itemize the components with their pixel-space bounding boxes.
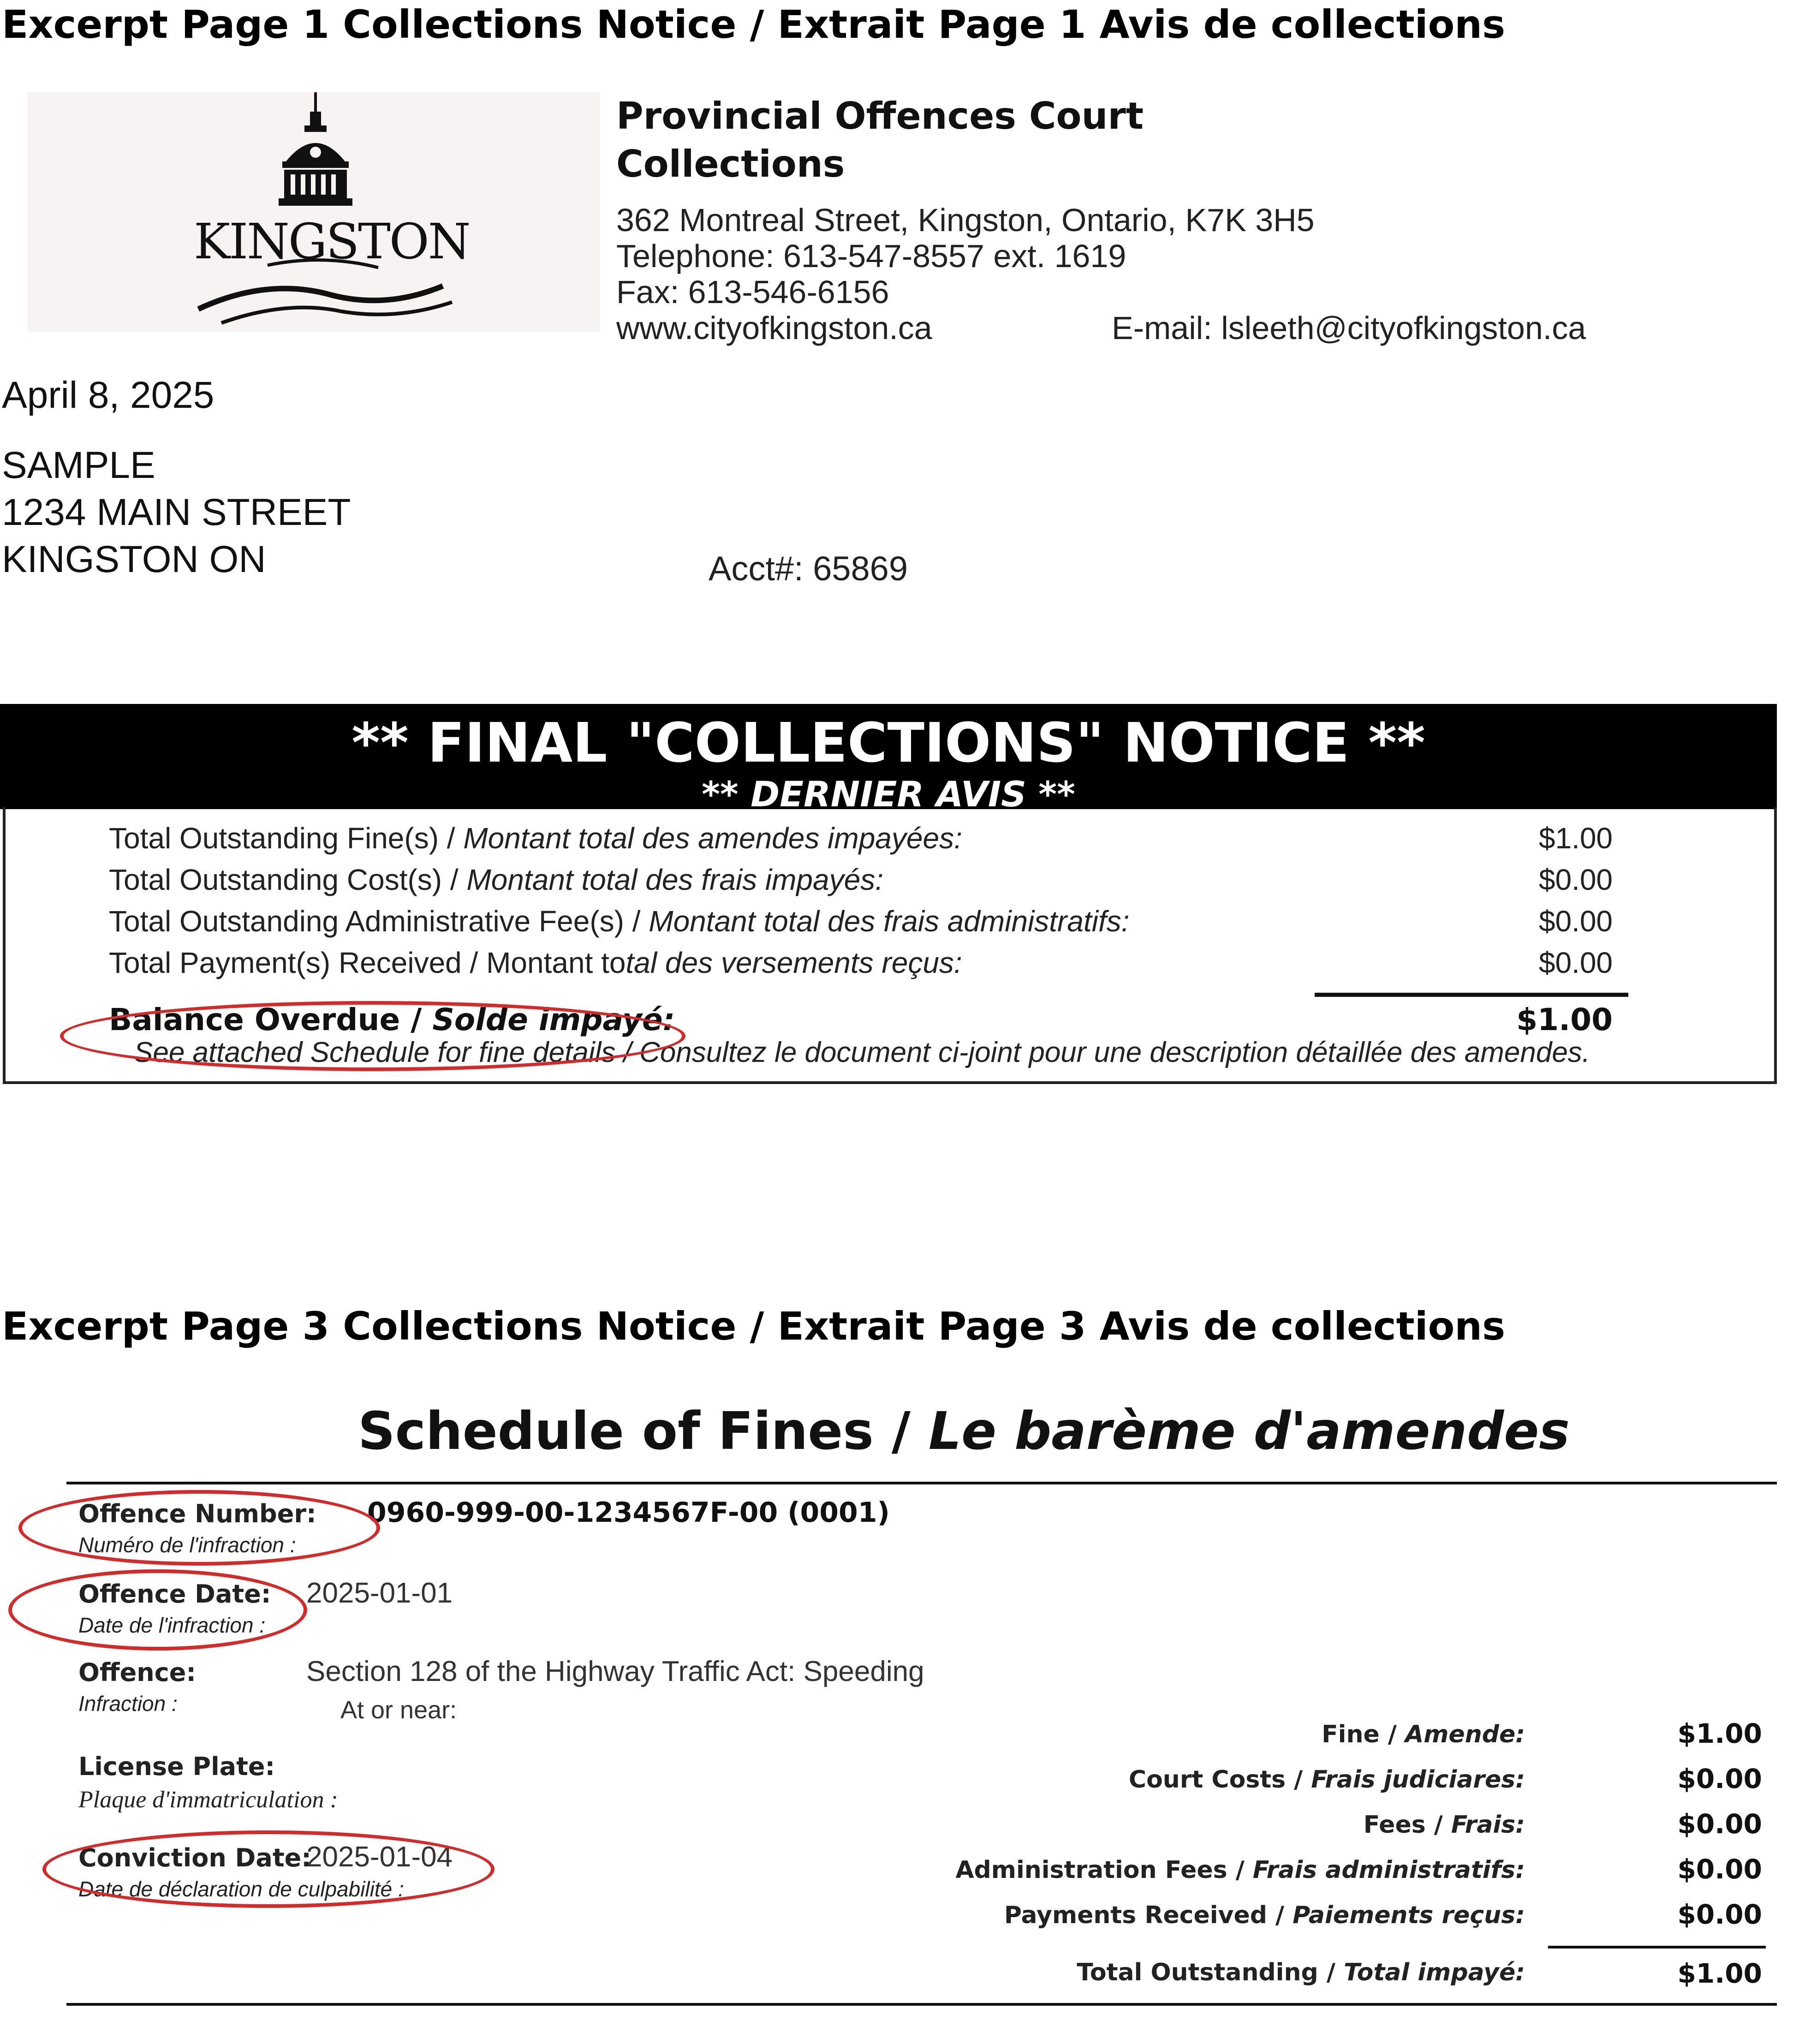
license-plate-label: License Plate: xyxy=(78,1752,275,1781)
notice-row-label: Total Outstanding Cost(s) / Montant total des frais impayés: xyxy=(109,863,883,896)
offence-number-label-fr: Numéro de l'infraction : xyxy=(78,1533,296,1557)
logo-wordmark: KINGSTON xyxy=(194,213,470,270)
recipient-name: SAMPLE xyxy=(2,444,155,486)
banner-title: ** FINAL "COLLECTIONS" NOTICE ** xyxy=(351,711,1425,775)
schedule-title: Schedule of Fines / Le barème d'amendes xyxy=(358,1401,1570,1461)
notice-row-amount: $1.00 xyxy=(1538,822,1613,855)
notice-row-label: Total Outstanding Administrative Fee(s) / Montant total des frais administratifs: xyxy=(109,905,1130,938)
offence-number-value: 0960-999-00-1234567F-00 (0001) xyxy=(367,1496,890,1529)
excerpt-3-heading: Excerpt Page 3 Collections Notice / Extrait Page 3 Avis de collections xyxy=(2,1304,1506,1349)
fee-row-amount: $0.00 xyxy=(1677,1763,1762,1794)
recipient-city: KINGSTON ON xyxy=(2,538,266,580)
highlight-oval-conviction-date xyxy=(42,1830,494,1908)
court-name xyxy=(616,92,1144,188)
court-website[interactable]: www.cityofkingston.ca xyxy=(616,310,932,346)
court-fax: Fax: 613-546-6156 xyxy=(616,274,889,310)
total-outstanding-label: Total Outstanding / Total impayé: xyxy=(1077,1959,1525,1986)
notice-row-amount: $0.00 xyxy=(1538,946,1613,979)
final-notice-banner xyxy=(0,704,1777,815)
conviction-date-value: 2025-01-04 xyxy=(306,1841,453,1873)
notice-date: April 8, 2025 xyxy=(2,374,214,416)
sum-rule xyxy=(1315,993,1628,997)
notice-row-label: Total Outstanding Fine(s) / Montant total des amendes impayées: xyxy=(109,822,962,855)
fee-row-label: Payments Received / Paiements reçus: xyxy=(1004,1901,1525,1929)
fee-row-amount: $0.00 xyxy=(1677,1899,1762,1930)
kingston-logo xyxy=(28,92,600,332)
notice-row-amount: $0.00 xyxy=(1538,863,1613,896)
highlight-oval-offence-number xyxy=(18,1490,380,1566)
offence-label-fr: Infraction : xyxy=(78,1692,178,1716)
banner-subtitle: ** DERNIER AVIS ** xyxy=(702,774,1075,815)
conviction-date-label-fr: Date de déclaration de culpabilité : xyxy=(78,1877,404,1901)
court-email[interactable]: E-mail: lsleeth@cityofkingston.ca xyxy=(1112,310,1586,346)
fee-row-label: Fine / Amende: xyxy=(1322,1721,1525,1748)
schedule-bottom-rule xyxy=(66,2003,1777,2006)
fee-row-amount: $1.00 xyxy=(1677,1718,1762,1749)
total-outstanding-amount: $1.00 xyxy=(1677,1958,1762,1989)
offence-number-label: Offence Number: xyxy=(78,1499,316,1528)
notice-row-label: Total Payment(s) Received / Montant total des versements reçus: xyxy=(109,946,962,979)
city-hall-dome-icon xyxy=(28,92,600,332)
offence-location: At or near: xyxy=(340,1696,457,1724)
offence-date-label-fr: Date de l'infraction : xyxy=(78,1613,266,1637)
account-number: Acct#: 65869 xyxy=(709,549,908,588)
fees-sum-rule xyxy=(1548,1946,1766,1949)
recipient-address xyxy=(2,442,351,583)
license-plate-label-fr: Plaque d'immatriculation : xyxy=(78,1787,338,1813)
offence-label: Offence: xyxy=(78,1658,196,1687)
fee-row-amount: $0.00 xyxy=(1677,1853,1762,1885)
conviction-date-label: Conviction Date: xyxy=(78,1843,311,1872)
court-address: 362 Montreal Street, Kingston, Ontario, K7K 3H5 xyxy=(616,202,1315,238)
notice-row-amount: $0.00 xyxy=(1538,905,1613,938)
fee-row-label: Administration Fees / Frais administratifs: xyxy=(955,1856,1525,1884)
excerpt-1-heading: Excerpt Page 1 Collections Notice / Extrait Page 1 Avis de collections xyxy=(2,2,1506,47)
court-name-line1: Provincial Offences Court xyxy=(616,95,1144,137)
offence-value: Section 128 of the Highway Traffic Act: Speeding xyxy=(306,1656,924,1687)
court-telephone: Telephone: 613-547-8557 ext. 1619 xyxy=(616,238,1126,274)
highlight-oval-offence-date xyxy=(8,1569,307,1651)
offence-date-label: Offence Date: xyxy=(78,1579,271,1609)
highlight-oval-balance xyxy=(60,1001,685,1071)
court-name-line2: Collections xyxy=(616,143,845,185)
offence-date-value: 2025-01-01 xyxy=(306,1577,453,1609)
balance-overdue-amount: $1.00 xyxy=(1516,1002,1613,1037)
fee-row-label: Court Costs / Frais judiciares: xyxy=(1128,1766,1525,1794)
fee-row-label: Fees / Frais: xyxy=(1363,1811,1525,1839)
balance-overdue-label: Balance Overdue / Solde impayé: xyxy=(109,1002,675,1037)
schedule-note: See attached Schedule for fine details / Consultez le document ci-joint pour une description détaillée des amendes. xyxy=(134,1037,1591,1068)
fee-row-amount: $0.00 xyxy=(1677,1808,1762,1840)
recipient-street: 1234 MAIN STREET xyxy=(2,491,351,533)
schedule-top-rule xyxy=(66,1482,1777,1484)
